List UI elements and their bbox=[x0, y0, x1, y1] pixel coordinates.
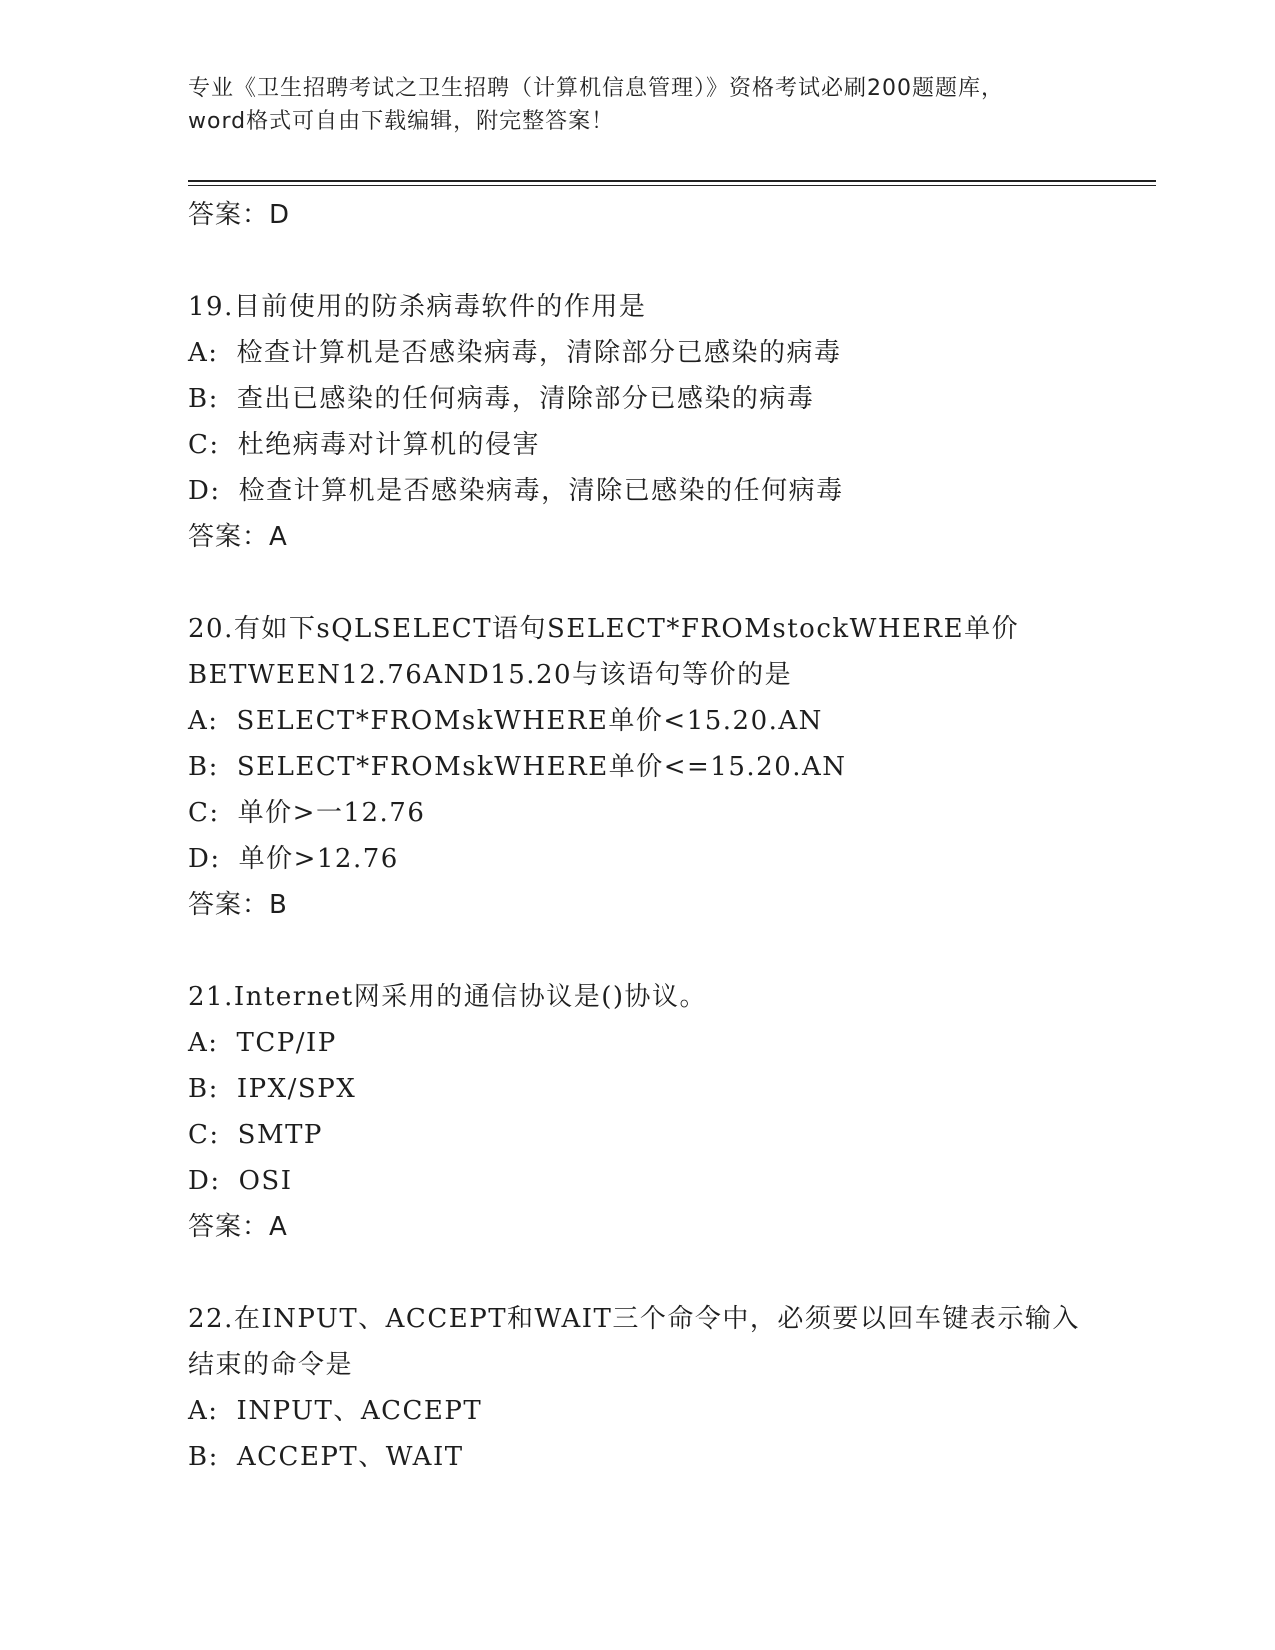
question-20 bbox=[188, 606, 1148, 928]
document-header bbox=[188, 72, 1088, 138]
question-21 bbox=[188, 974, 1148, 1250]
option-label: C: bbox=[188, 798, 220, 828]
question-19 bbox=[188, 284, 1148, 560]
spacer bbox=[188, 238, 1148, 284]
previous-answer: 答案：D bbox=[188, 200, 291, 230]
option-text: OSI bbox=[238, 1166, 293, 1196]
option-text: 单价>一12.76 bbox=[237, 798, 426, 828]
spacer bbox=[188, 928, 1148, 974]
spacer bbox=[188, 1250, 1148, 1296]
option-text: 检查计算机是否感染病毒，清除部分已感染的病毒 bbox=[236, 338, 842, 368]
option-a bbox=[188, 1020, 1148, 1066]
option-c bbox=[188, 422, 1148, 468]
option-label: D: bbox=[188, 476, 221, 506]
option-a bbox=[188, 1388, 1148, 1434]
question-text: 21.Internet网采用的通信协议是()协议。 bbox=[188, 982, 707, 1012]
answer: 答案：A bbox=[188, 522, 288, 552]
option-label: A: bbox=[188, 338, 219, 368]
question-list bbox=[188, 192, 1148, 1480]
spacer bbox=[188, 560, 1148, 606]
option-a bbox=[188, 698, 1148, 744]
option-text: IPX/SPX bbox=[236, 1074, 357, 1104]
header-divider-thin bbox=[188, 185, 1156, 186]
option-label: A: bbox=[188, 706, 219, 736]
option-label: A: bbox=[188, 1028, 219, 1058]
option-label: C: bbox=[188, 430, 220, 460]
option-d bbox=[188, 836, 1148, 882]
question-text: 20.有如下sQLSELECT语句SELECT*FROMstockWHERE单价 bbox=[188, 614, 1020, 644]
option-b bbox=[188, 1434, 1148, 1480]
question-22 bbox=[188, 1296, 1148, 1480]
question-text-continued: 结束的命令是 bbox=[188, 1350, 354, 1380]
option-text: 杜绝病毒对计算机的侵害 bbox=[237, 430, 541, 460]
answer: 答案：A bbox=[188, 1212, 288, 1242]
option-b bbox=[188, 1066, 1148, 1112]
option-b bbox=[188, 744, 1148, 790]
option-c bbox=[188, 1112, 1148, 1158]
option-text: INPUT、ACCEPT bbox=[236, 1396, 483, 1426]
option-text: 查出已感染的任何病毒，清除部分已感染的病毒 bbox=[236, 384, 815, 414]
option-label: D: bbox=[188, 844, 221, 874]
option-a bbox=[188, 330, 1148, 376]
option-label: A: bbox=[188, 1396, 219, 1426]
option-text: 单价>12.76 bbox=[238, 844, 399, 874]
header-line-1: 专业《卫生招聘考试之卫生招聘（计算机信息管理）》资格考试必刷200题题库， bbox=[188, 76, 1004, 101]
answer: 答案：B bbox=[188, 890, 288, 920]
option-text: TCP/IP bbox=[236, 1028, 337, 1058]
option-label: C: bbox=[188, 1120, 220, 1150]
option-label: B: bbox=[188, 1074, 219, 1104]
option-d bbox=[188, 1158, 1148, 1204]
option-text: SELECT*FROMskWHERE单价<15.20.AN bbox=[236, 706, 823, 736]
option-text: 检查计算机是否感染病毒，清除已感染的任何病毒 bbox=[238, 476, 844, 506]
option-label: D: bbox=[188, 1166, 221, 1196]
option-label: B: bbox=[188, 384, 219, 414]
question-text-continued: BETWEEN12.76AND15.20与该语句等价的是 bbox=[188, 660, 793, 690]
question-text: 19.目前使用的防杀病毒软件的作用是 bbox=[188, 292, 647, 322]
option-text: ACCEPT、WAIT bbox=[236, 1442, 464, 1472]
option-text: SMTP bbox=[237, 1120, 323, 1150]
header-line-2: word格式可自由下载编辑，附完整答案！ bbox=[188, 109, 615, 134]
option-label: B: bbox=[188, 752, 219, 782]
option-d bbox=[188, 468, 1148, 514]
header-divider bbox=[188, 180, 1156, 182]
option-b bbox=[188, 376, 1148, 422]
question-text: 22.在INPUT、ACCEPT和WAIT三个命令中，必须要以回车键表示输入 bbox=[188, 1304, 1080, 1334]
option-label: B: bbox=[188, 1442, 219, 1472]
option-text: SELECT*FROMskWHERE单价<=15.20.AN bbox=[236, 752, 847, 782]
option-c bbox=[188, 790, 1148, 836]
